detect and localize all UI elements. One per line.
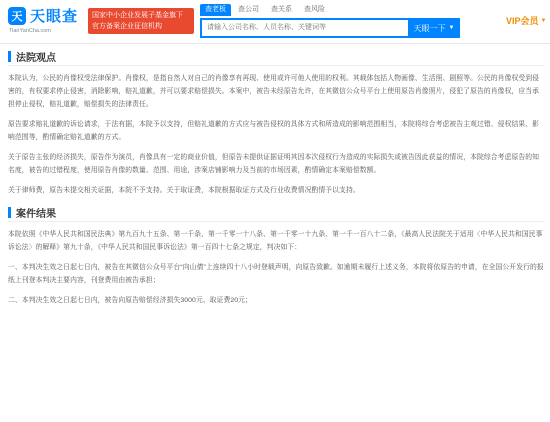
search-input[interactable]	[200, 18, 408, 38]
section-court-opinion	[8, 48, 544, 66]
section-title: 法院观点	[16, 53, 56, 64]
search-tabs	[200, 4, 460, 16]
paragraph: 原告要求赔礼道歉的诉讼请求，于法有据，本院予以支持，但赔礼道歉的方式应与被告侵权的具体方式和所造成的影响范围相当，本院将综合考虑被告主观过错、侵权结果、影响范围等，酌情确定赔礼道歉的方式。	[8, 121, 540, 141]
paragraph: 本院认为，公民的肖像权受法律保护。肖像权，是指自然人对自己的肖像享有再现、使用或许可他人使用的权利。其载体包括人物画像、生活照、剧照等。公民的肖像权受到侵害的，有权要求停止侵害，消除影响，赔礼道歉，并可以要求赔偿损失。本案中，被告未经原告允许，在其微信公众号平台上使用原告肖像照片，侵犯了原告的肖像权，应当承担停止侵权，赔礼道歉，赔偿损失的法律责任。	[8, 75, 540, 108]
logo-subtitle: TianYanCha.com	[9, 28, 51, 34]
tab-risk[interactable]: 查风险	[304, 6, 325, 13]
badge-line-1: 国家中小企业发展子基金旗下	[92, 12, 183, 19]
tab-relation[interactable]: 查关系	[271, 6, 292, 13]
vip-member-link[interactable]	[506, 14, 546, 27]
search-button-label: 天眼一下	[413, 23, 446, 33]
main-content	[8, 48, 544, 314]
section-title: 案件结果	[16, 209, 56, 220]
paragraph: 一、本判决生效之日起七日内，被告在其微信公众号平台“向山倩”上连续四十八小时登载声明，向原告致歉。如逾期未履行上述义务，本院将依原告的申请，在全国公开发行的报纸上刊登本判决主要内容，刊登费用由被告承担；	[8, 264, 544, 284]
section-bar-icon	[8, 51, 11, 62]
official-badge	[88, 8, 194, 34]
logo-text: 天眼查	[30, 8, 79, 25]
paragraph: 关于原告主张的经济损失，原告作为演员，肖像具有一定的商业价值，但原告未提供证据证明其因本次侵权行为造成的实际损失或被告因此获益的情况，本院综合考虑原告的知名度，被告的过错程度，使用原告肖像的数量、范围、用途，涉案店铺影响力及当前的市场因素，酌情确定本案赔偿数额。	[8, 154, 540, 174]
vip-label: VIP会员	[506, 16, 539, 26]
paragraph: 本院依照《中华人民共和国民法典》第九百九十五条、第一千条、第一千零一十八条、第一千零一十九条、第一千一百八十二条，《最高人民法院关于适用〈中华人民共和国民事诉讼法〉的解释》第九十条，《中华人民共和国民事诉讼法》第一百四十七条之规定，判决如下：	[8, 231, 543, 251]
search-area	[200, 4, 460, 40]
paragraph: 关于律师费，原告未提交相关证据，本院不予支持。关于取证费，本院根据取证方式及行业收费情况酌情予以支持。	[8, 187, 360, 194]
top-header	[0, 0, 550, 44]
chevron-down-icon: ▼	[448, 25, 455, 31]
chevron-down-icon: ▼	[540, 17, 547, 24]
logo[interactable]	[8, 5, 86, 39]
tab-boss[interactable]: 查老板	[200, 4, 231, 16]
logo-eye-icon: 天	[8, 7, 26, 25]
section-case-result	[8, 204, 544, 222]
badge-line-2: 官方备案企业征信机构	[92, 23, 162, 30]
tab-company[interactable]: 查公司	[238, 6, 259, 13]
paragraph: 二、本判决生效之日起七日内，被告向原告赔偿经济损失3000元、取证费20元；	[8, 297, 252, 304]
search-box	[200, 18, 460, 38]
search-button[interactable]	[408, 18, 460, 38]
section-bar-icon	[8, 207, 11, 218]
